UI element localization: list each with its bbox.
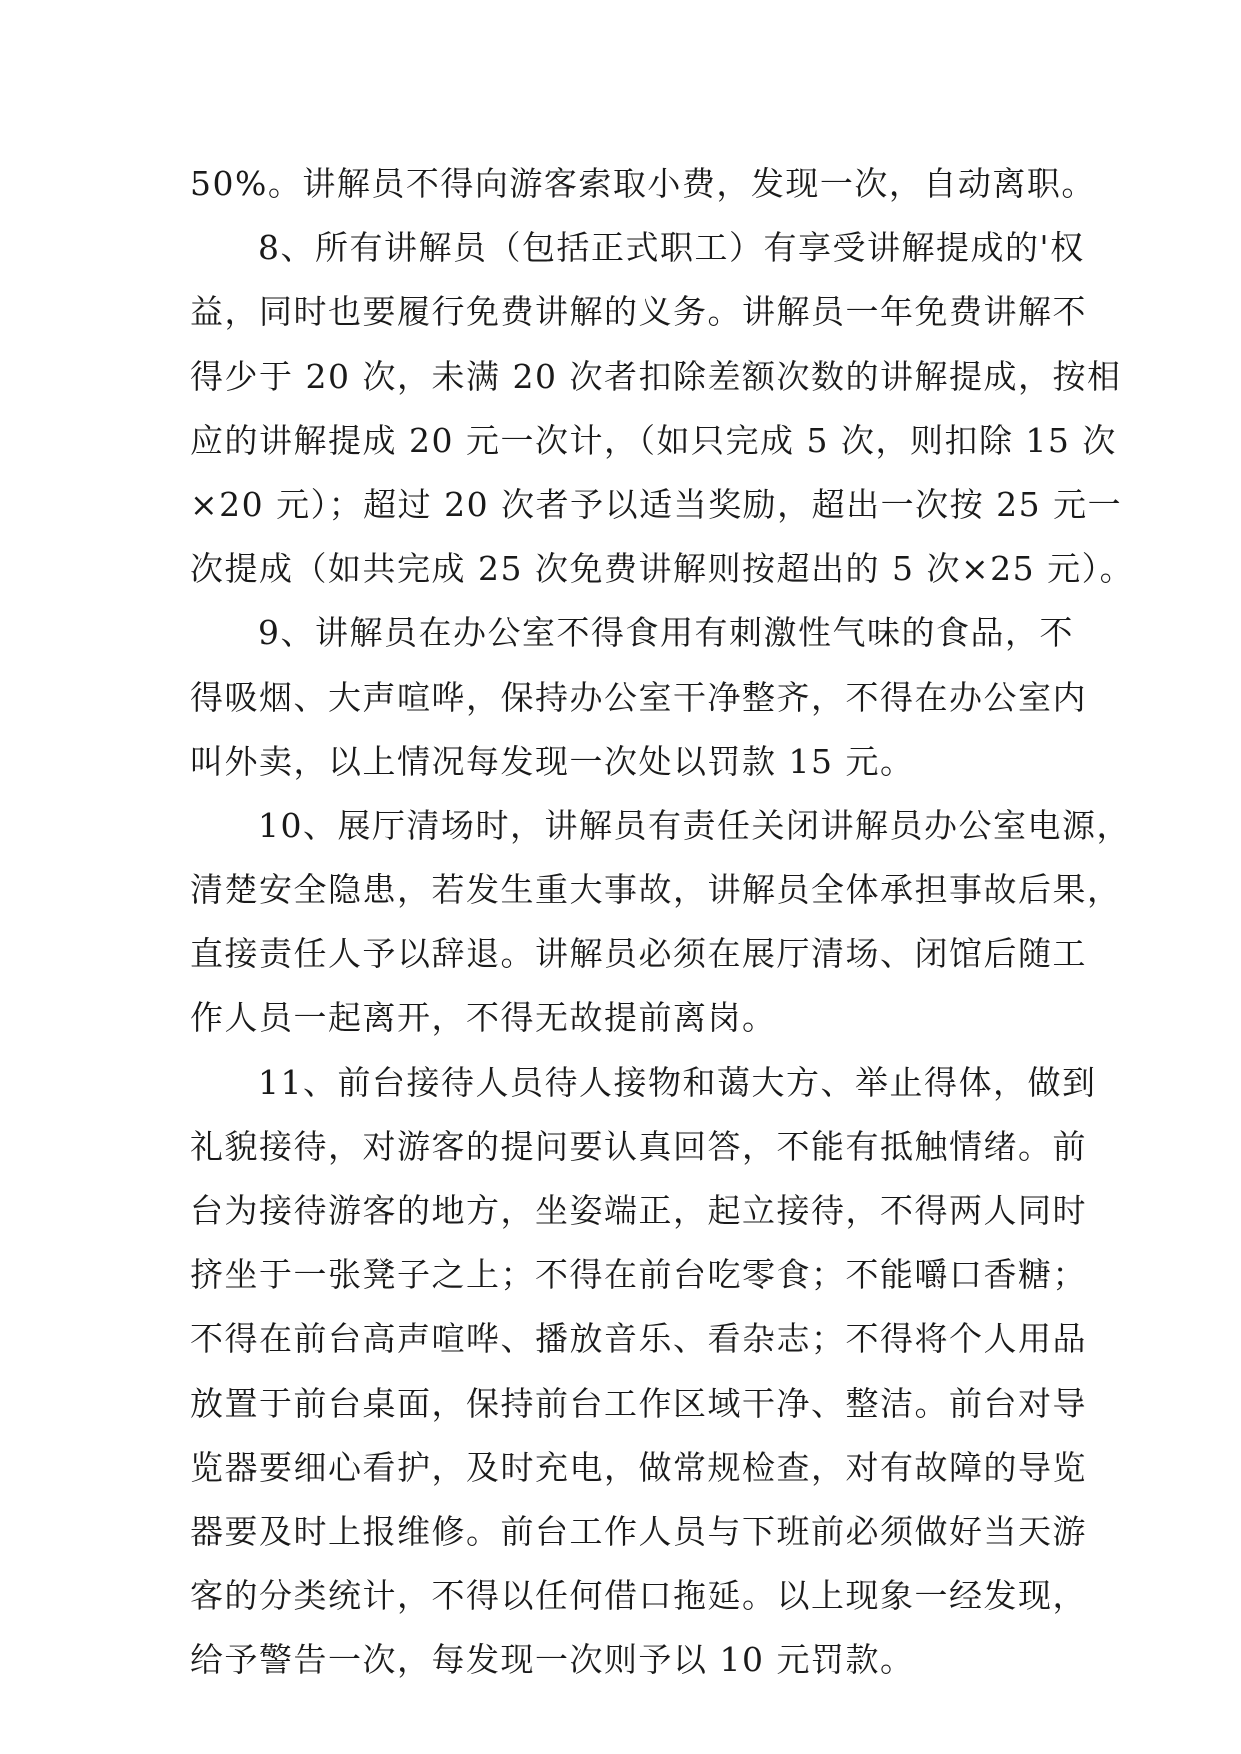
paragraph-8 (190, 216, 1135, 601)
text-line: 益，同时也要履行免费讲解的义务。讲解员一年免费讲解不 (190, 292, 1087, 332)
text-line: 挤坐于一张凳子之上；不得在前台吃零食；不能嚼口香糖； (190, 1255, 1087, 1295)
paragraph-9 (190, 601, 1087, 794)
text-line: 50%。讲解员不得向游客索取小费，发现一次，自动离职。 (190, 164, 1096, 203)
text-line: 台为接待游客的地方，坐姿端正，起立接待，不得两人同时 (190, 1191, 1087, 1230)
text-line: 11、前台接待人员待人接物和蔼大方、举止得体，做到 (258, 1062, 1097, 1102)
text-line: 礼貌接待，对游客的提问要认真回答，不能有抵触情绪。前 (190, 1126, 1087, 1166)
text-line: 直接责任人予以辞退。讲解员必须在展厅清场、闭馆后随工 (190, 934, 1087, 974)
text-line: ×20 元）；超过 20 次者予以适当奖励，超出一次按 25 元一 (190, 484, 1123, 524)
paragraph-11 (190, 1051, 1097, 1693)
paragraph-10 (190, 794, 1131, 1051)
text-line: 作人员一起离开，不得无故提前离岗。 (190, 998, 777, 1038)
text-line: 8、所有讲解员（包括正式职工）有享受讲解提成的'权 (258, 228, 1085, 268)
text-line: 9、讲解员在办公室不得食用有刺激性气味的食品，不 (258, 613, 1074, 653)
text-line: 清楚安全隐患，若发生重大事故，讲解员全体承担事故后果， (190, 870, 1122, 910)
text-line: 应的讲解提成 20 元一次计，（如只完成 5 次，则扣除 15 次 (190, 420, 1117, 460)
text-line: 给予警告一次，每发现一次则予以 10 元罚款。 (190, 1640, 915, 1680)
text-line: 不得在前台高声喧哗、播放音乐、看杂志；不得将个人用品 (190, 1319, 1087, 1359)
text-line: 次提成（如共完成 25 次免费讲解则按超出的 5 次×25 元）。 (190, 549, 1135, 589)
document-body (190, 152, 1135, 1693)
text-line: 10、展厅清场时，讲解员有责任关闭讲解员办公室电源， (258, 805, 1131, 845)
paragraph-7-tail (190, 152, 1096, 216)
text-line: 览器要细心看护，及时充电，做常规检查，对有故障的导览 (190, 1447, 1087, 1487)
text-line: 叫外卖，以上情况每发现一次处以罚款 15 元。 (190, 741, 915, 781)
text-line: 放置于前台桌面，保持前台工作区域干净、整洁。前台对导 (190, 1383, 1087, 1423)
text-line: 器要及时上报维修。前台工作人员与下班前必须做好当天游 (190, 1511, 1087, 1551)
text-line: 得少于 20 次，未满 20 次者扣除差额次数的讲解提成，按相 (190, 356, 1122, 396)
text-line: 得吸烟、大声喧哗，保持办公室干净整齐，不得在办公室内 (190, 677, 1087, 717)
text-line: 客的分类统计，不得以任何借口拖延。以上现象一经发现， (190, 1576, 1087, 1616)
